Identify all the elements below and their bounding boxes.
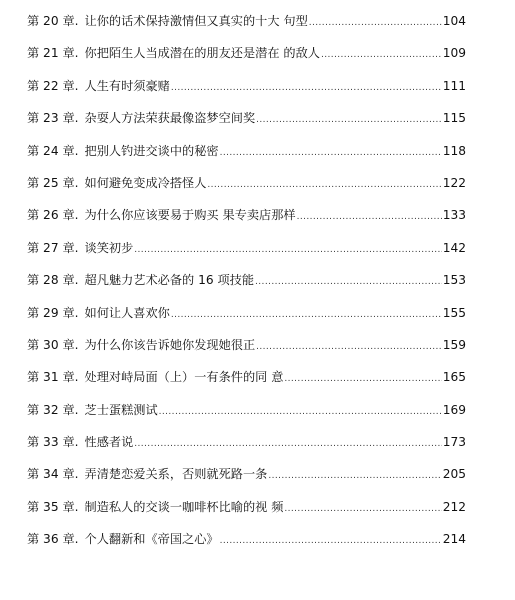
chapter-title: 制造私人的交谈一咖啡杯比喻的视 频 <box>84 499 284 514</box>
chapter-title: 你把陌生人当成潜在的朋友还是潜在 的敌人 <box>84 46 320 61</box>
page-number: 153 <box>442 273 466 288</box>
toc-entry[interactable] <box>27 501 466 533</box>
page-number: 173 <box>442 435 466 450</box>
chapter-title: 为什么你该告诉她你发现她很正 <box>84 337 256 352</box>
dot-leader <box>284 375 441 384</box>
dot-leader <box>297 213 442 222</box>
page-number: 109 <box>442 46 466 61</box>
dot-leader <box>256 343 442 352</box>
toc-entry[interactable] <box>27 339 466 371</box>
chapter-title: 如何让人喜欢你 <box>84 305 170 320</box>
chapter-title: 如何避免变成冷搭怪人 <box>84 175 207 190</box>
dot-leader <box>159 408 442 417</box>
toc-entry[interactable] <box>27 468 466 500</box>
page-number: 205 <box>442 467 466 482</box>
page-number: 142 <box>442 240 466 255</box>
page-number: 115 <box>442 111 466 126</box>
dot-leader <box>220 537 442 546</box>
toc-entry[interactable] <box>27 145 466 177</box>
chapter-title: 人生有时须豪赌 <box>84 78 170 93</box>
chapter-title: 把别人钓进交谈中的秘密 <box>84 143 219 158</box>
dot-leader <box>171 84 442 93</box>
toc-entry[interactable] <box>27 80 466 112</box>
chapter-title: 性感者说 <box>84 435 134 450</box>
toc-entry[interactable] <box>27 47 466 79</box>
chapter-number: 第 32 章. <box>27 402 79 417</box>
page-number: 169 <box>442 402 466 417</box>
page-number: 165 <box>442 370 466 385</box>
chapter-number: 第 31 章. <box>27 370 79 385</box>
chapter-number: 第 20 章. <box>27 14 79 28</box>
toc-entry[interactable] <box>27 112 466 144</box>
toc-entry[interactable] <box>27 533 466 565</box>
page-number: 122 <box>442 175 466 190</box>
dot-leader <box>134 440 441 449</box>
page-number: 111 <box>442 78 466 93</box>
chapter-number: 第 23 章. <box>27 111 79 126</box>
dot-leader <box>309 19 442 28</box>
chapter-title: 个人翻新和《帝国之心》 <box>84 532 219 547</box>
chapter-number: 第 21 章. <box>27 46 79 61</box>
chapter-title: 杂耍人方法荣获最像盗梦空间奖 <box>84 111 256 126</box>
toc-entry[interactable] <box>27 307 466 339</box>
toc-entry[interactable] <box>27 242 466 274</box>
page-number: 133 <box>442 208 466 223</box>
toc-entry[interactable] <box>27 209 466 241</box>
toc-entry[interactable] <box>27 274 466 306</box>
chapter-number: 第 26 章. <box>27 208 79 223</box>
chapter-number: 第 28 章. <box>27 273 79 288</box>
toc-entry[interactable] <box>27 404 466 436</box>
page-number: 155 <box>442 305 466 320</box>
dot-leader <box>321 51 442 60</box>
chapter-number: 第 33 章. <box>27 435 79 450</box>
chapter-title: 弄清楚恋爱关系，否则就死路一条 <box>84 467 268 482</box>
chapter-number: 第 29 章. <box>27 305 79 320</box>
toc-entry[interactable] <box>27 15 466 47</box>
chapter-title: 芝士蛋糕测试 <box>84 402 158 417</box>
chapter-title: 超凡魅力艺术必备的 16 项技能 <box>84 273 255 288</box>
page-number: 104 <box>442 14 466 28</box>
chapter-number: 第 34 章. <box>27 467 79 482</box>
dot-leader <box>171 311 442 320</box>
page-number: 212 <box>442 499 466 514</box>
toc-entry[interactable] <box>27 436 466 468</box>
chapter-title: 让你的话术保持激情但又真实的十大 句型 <box>84 14 308 28</box>
chapter-number: 第 24 章. <box>27 143 79 158</box>
chapter-number: 第 22 章. <box>27 78 79 93</box>
chapter-number: 第 35 章. <box>27 499 79 514</box>
dot-leader <box>220 149 442 158</box>
dot-leader <box>255 278 442 287</box>
table-of-contents <box>27 15 466 566</box>
dot-leader <box>256 116 442 125</box>
chapter-title: 为什么你应该要易于购买 果专卖店那样 <box>84 208 296 223</box>
chapter-number: 第 36 章. <box>27 532 79 547</box>
dot-leader <box>284 505 441 514</box>
dot-leader <box>134 246 441 255</box>
dot-leader <box>207 181 441 190</box>
chapter-number: 第 25 章. <box>27 175 79 190</box>
page-number: 159 <box>442 337 466 352</box>
chapter-title: 处理对峙局面（上）一有条件的同 意 <box>84 370 284 385</box>
toc-entry[interactable] <box>27 371 466 403</box>
page-number: 214 <box>442 532 466 547</box>
toc-entry[interactable] <box>27 177 466 209</box>
chapter-number: 第 30 章. <box>27 337 79 352</box>
dot-leader <box>268 472 441 481</box>
chapter-title: 谈笑初步 <box>84 240 134 255</box>
chapter-number: 第 27 章. <box>27 240 79 255</box>
page-number: 118 <box>442 143 466 158</box>
